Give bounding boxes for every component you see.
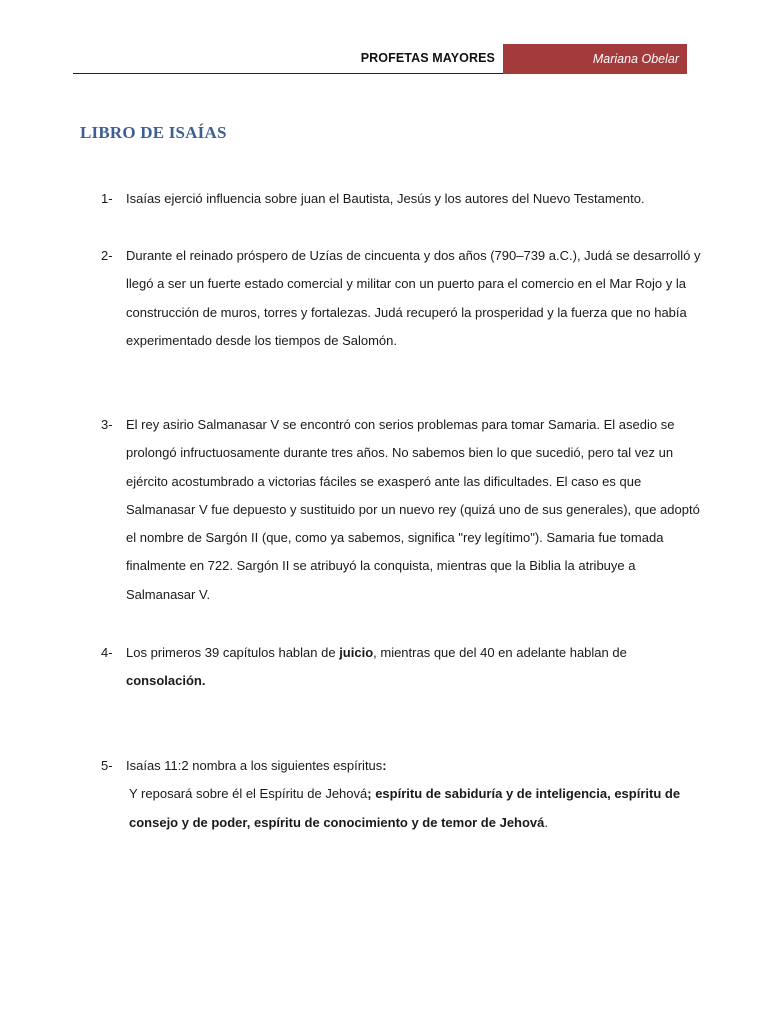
list-item-1 (101, 185, 701, 213)
spirits-list: espíritu de sabiduría y de inteligencia, espíritu de consejo y de poder, espíritu de conocimiento y de temor de Jehová (129, 786, 681, 830)
list-item-intro (126, 752, 701, 780)
header-title: PROFETAS MAYORES (360, 51, 495, 65)
emphasis-consolacion: consolación. (126, 673, 206, 689)
list-item-number: 1- (101, 191, 113, 206)
list-item-text: Durante el reinado próspero de Uzías de cincuenta y dos años (790–739 a.C.), Judá se desarrolló y llegó a ser un fuerte estado comercial y militar con un puerto para el comercio en el Mar Rojo y la construcción de muros, torres y fortalezas. Judá recuperó la prosperidad y la fuerza que no había experimentado desde los tiempos de Salomón. (126, 248, 701, 348)
list-item-text (126, 639, 701, 696)
list-item-number: 4- (101, 645, 113, 660)
header-divider (73, 73, 503, 74)
emphasis-juicio: juicio (339, 645, 374, 660)
list-item-3 (101, 411, 701, 609)
list-item-text: El rey asirio Salmanasar V se encontró con serios problemas para tomar Samaria. El asedio se prolongó infructuosamente durante tres años. No sabemos bien lo que sucedió, pero tal vez un ejército acostumbrado a victorias fáciles se exasperó ante las dificultades. El caso es que Salmanasar V fue depuesto y sustituido por un nuevo rey (quizá uno de sus generales), que adoptó el nombre de Sargón II (que, como ya sabemos, significa "rey legítimo"). Samaria fue tomada finalmente en 722. Sargón II se atribuyó la conquista, mientras que la Biblia la atribuye a Salmanasar V. (126, 417, 700, 602)
text-segment: Y reposará sobre él el Espíritu de Jehová (129, 786, 368, 802)
text-segment: , mientras que del 40 en adelante hablan de (373, 645, 627, 660)
header-author-banner: Mariana Obelar (503, 44, 687, 74)
text-segment: Isaías 11:2 nombra a los siguientes espíritus (126, 758, 383, 773)
document-title: LIBRO DE ISAÍAS (80, 123, 227, 142)
list-item-number: 3- (101, 417, 113, 432)
scripture-quote (126, 780, 701, 837)
list-item-2 (101, 242, 701, 355)
list-item-5 (101, 752, 701, 837)
page-header (73, 44, 687, 74)
list-item-number: 5- (101, 758, 113, 773)
list-item-text: Isaías ejerció influencia sobre juan el Bautista, Jesús y los autores del Nuevo Testamento. (126, 191, 645, 206)
text-segment: ; (367, 786, 372, 802)
list-item-number: 2- (101, 248, 113, 263)
text-segment: : (382, 758, 387, 773)
text-segment: Los primeros 39 capítulos hablan de (126, 645, 340, 660)
text-segment: . (544, 814, 549, 830)
list-item-4 (101, 639, 701, 696)
